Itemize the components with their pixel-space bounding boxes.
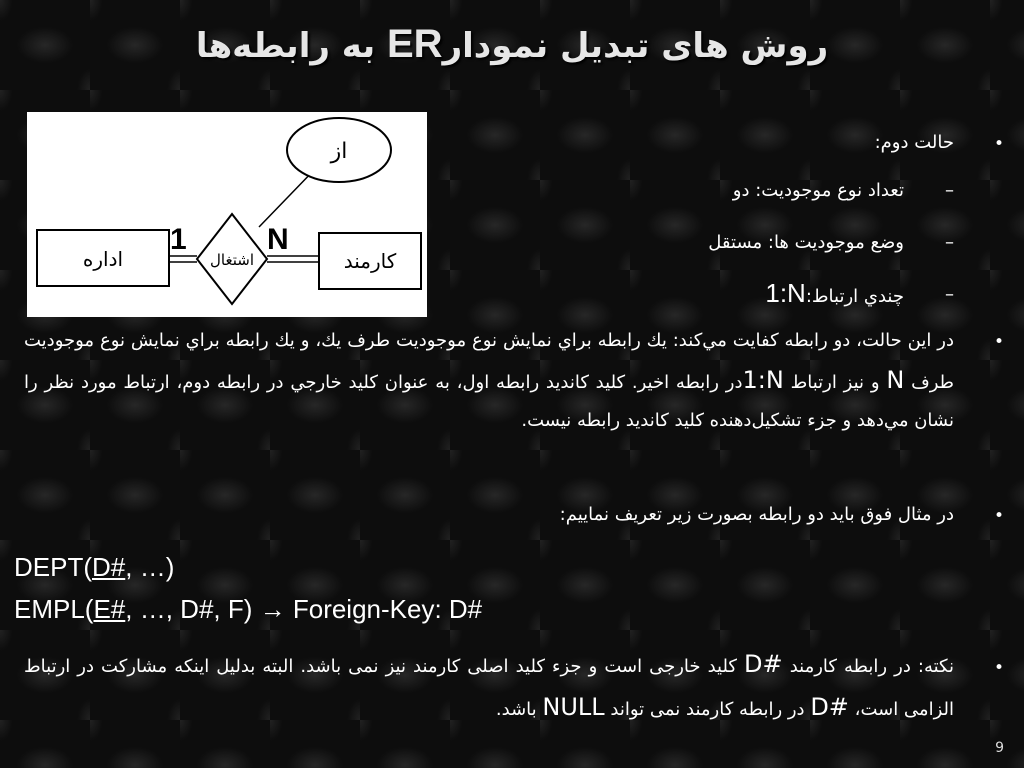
attribute-label: از — [330, 139, 348, 164]
case-item-3 — [765, 278, 904, 309]
title-er: ER — [386, 22, 443, 66]
bullet-1-marker: • — [993, 134, 1004, 154]
para1-part3: در رابطه اخير. كليد كانديد رابطه اول، به عنوان كليد خارجي در رابطه دوم، ارتباط مورد نظر را نشان مي‌دهد و جزء تشكيل‌دهنده كليد كانديد رابطه نيست. — [24, 371, 954, 431]
note-part1: نکته: در رابطه کارمند — [789, 656, 954, 677]
note-part2: کلید خارجی است و جزء کلید اصلی کارمند نیز نمی باشد. البته بدلیل اینکه مشارکت در ارتباط الزامی است، — [24, 656, 954, 720]
dept-prefix: DEPT( — [14, 552, 92, 582]
para1-n: N — [886, 365, 905, 394]
dept-key: D# — [92, 552, 126, 582]
note-part3: در رابطه کارمند نمی تواند — [610, 699, 805, 720]
empl-prefix: EMPL( — [14, 594, 94, 624]
bullet-4-marker: • — [993, 658, 1004, 678]
case-item-3-value: 1:N — [765, 278, 806, 308]
case-heading: حالت دوم: — [874, 132, 954, 153]
title-prefix: روش های تبدیل نمودار — [442, 26, 829, 66]
case-item-3-label: چندي ارتباط: — [805, 286, 904, 307]
attribute-from — [287, 118, 391, 182]
note-null: NULL — [542, 693, 605, 721]
para1-part2: و نيز ارتباط — [790, 371, 880, 393]
dash-3: – — [945, 284, 954, 305]
paragraph-2: در مثال فوق باید دو رابطه بصورت زیر تعریف نماییم: — [559, 504, 954, 525]
code-line-dept — [14, 552, 174, 583]
para1-rel: 1:N — [742, 365, 784, 394]
dash-2: – — [945, 232, 954, 253]
dept-suffix: , …) — [125, 552, 175, 582]
note-paragraph — [24, 644, 954, 730]
title-suffix: به رابطه‌ها — [195, 26, 376, 66]
case-item-2: وضع موجوديت ها: مستقل — [708, 232, 904, 253]
entity-employee-label: کارمند — [343, 249, 397, 273]
note-d1: D# — [744, 650, 783, 678]
cardinality-one: 1 — [170, 223, 187, 256]
code-line-empl — [14, 594, 482, 625]
case-item-1: تعداد نوع موجوديت: دو — [732, 180, 904, 201]
entity-employee — [319, 233, 421, 289]
bullet-3-marker: • — [993, 506, 1004, 526]
note-part4: باشد. — [495, 699, 537, 720]
para1-part1: در اين حالت، دو رابطه كفايت مي‌كند: يك رابطه براي نمايش نوع موجوديت طرف يك، و يك رابطه براي نمايش نوع موجوديت طرف — [24, 330, 954, 393]
note-d2: D# — [810, 693, 849, 721]
empl-suffix: , …, D#, F) → Foreign-Key: D# — [125, 594, 483, 624]
bullet-2-marker: • — [993, 332, 1004, 352]
relationship-label: اشتغال — [210, 251, 254, 269]
entity-department-label: اداره — [82, 247, 124, 271]
page-number: 9 — [995, 740, 1004, 756]
entity-department — [37, 230, 169, 286]
paragraph-1 — [24, 322, 954, 441]
slide-title — [0, 22, 1024, 67]
er-diagram — [27, 112, 427, 317]
dash-1: – — [945, 180, 954, 201]
cardinality-n: N — [267, 223, 289, 256]
empl-key: E# — [93, 594, 126, 624]
